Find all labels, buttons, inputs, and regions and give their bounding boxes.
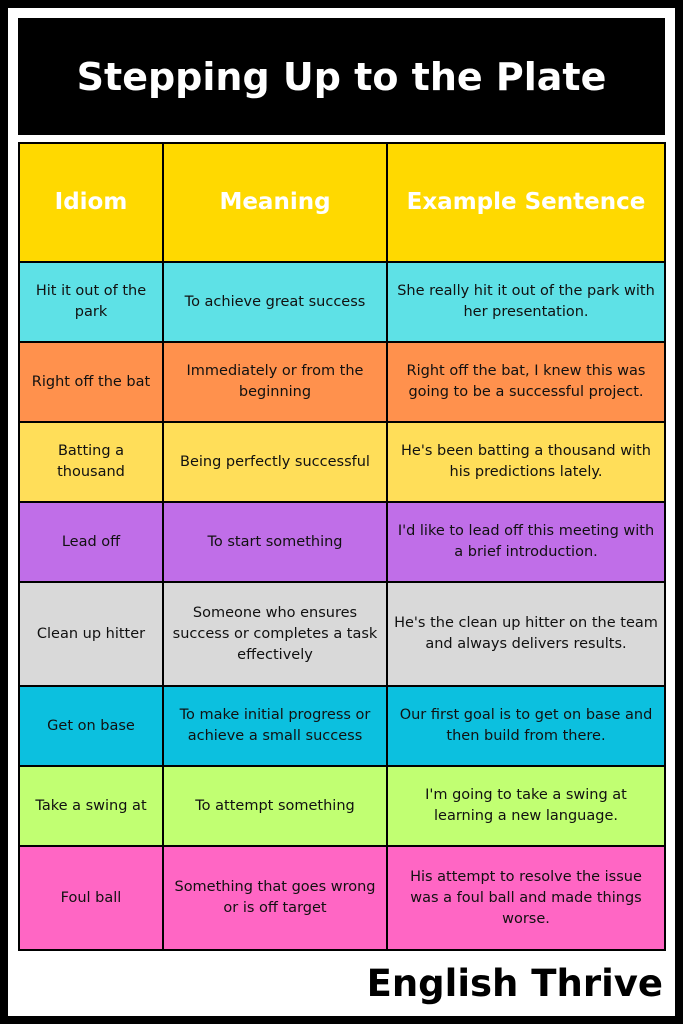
idiom-cell: Lead off <box>19 502 163 582</box>
meaning-cell: To attempt something <box>163 766 387 846</box>
table-row <box>19 422 665 502</box>
example-cell: He's been batting a thousand with his predictions lately. <box>387 422 665 502</box>
meaning-cell: To achieve great success <box>163 262 387 342</box>
table-row <box>19 582 665 686</box>
meaning-cell: Being perfectly successful <box>163 422 387 502</box>
example-cell: He's the clean up hitter on the team and always delivers results. <box>387 582 665 686</box>
header-meaning: Meaning <box>163 143 387 262</box>
idiom-cell: Foul ball <box>19 846 163 950</box>
example-cell: She really hit it out of the park with her presentation. <box>387 262 665 342</box>
example-cell: I'd like to lead off this meeting with a brief introduction. <box>387 502 665 582</box>
idiom-cell: Batting a thousand <box>19 422 163 502</box>
table-row <box>19 766 665 846</box>
table-row <box>19 262 665 342</box>
brand-name: English Thrive <box>366 962 663 1005</box>
meaning-cell: Something that goes wrong or is off target <box>163 846 387 950</box>
idiom-cell: Take a swing at <box>19 766 163 846</box>
example-cell: Right off the bat, I knew this was going to be a successful project. <box>387 342 665 422</box>
meaning-cell: Immediately or from the beginning <box>163 342 387 422</box>
idiom-cell: Hit it out of the park <box>19 262 163 342</box>
idiom-cell: Clean up hitter <box>19 582 163 686</box>
page-title: Stepping Up to the Plate <box>76 54 607 99</box>
meaning-cell: To make initial progress or achieve a small success <box>163 686 387 766</box>
example-cell: Our first goal is to get on base and then build from there. <box>387 686 665 766</box>
meaning-cell: To start something <box>163 502 387 582</box>
header-idiom: Idiom <box>19 143 163 262</box>
table-row <box>19 846 665 950</box>
title-bar <box>18 18 665 135</box>
header-example: Example Sentence <box>387 143 665 262</box>
meaning-cell: Someone who ensures success or completes a task effectively <box>163 582 387 686</box>
example-cell: His attempt to resolve the issue was a foul ball and made things worse. <box>387 846 665 950</box>
table-header-row <box>19 143 665 262</box>
table-row <box>19 686 665 766</box>
idiom-cell: Right off the bat <box>19 342 163 422</box>
idiom-cell: Get on base <box>19 686 163 766</box>
example-cell: I'm going to take a swing at learning a new language. <box>387 766 665 846</box>
idiom-table <box>18 142 666 951</box>
table-row <box>19 342 665 422</box>
table-row <box>19 502 665 582</box>
